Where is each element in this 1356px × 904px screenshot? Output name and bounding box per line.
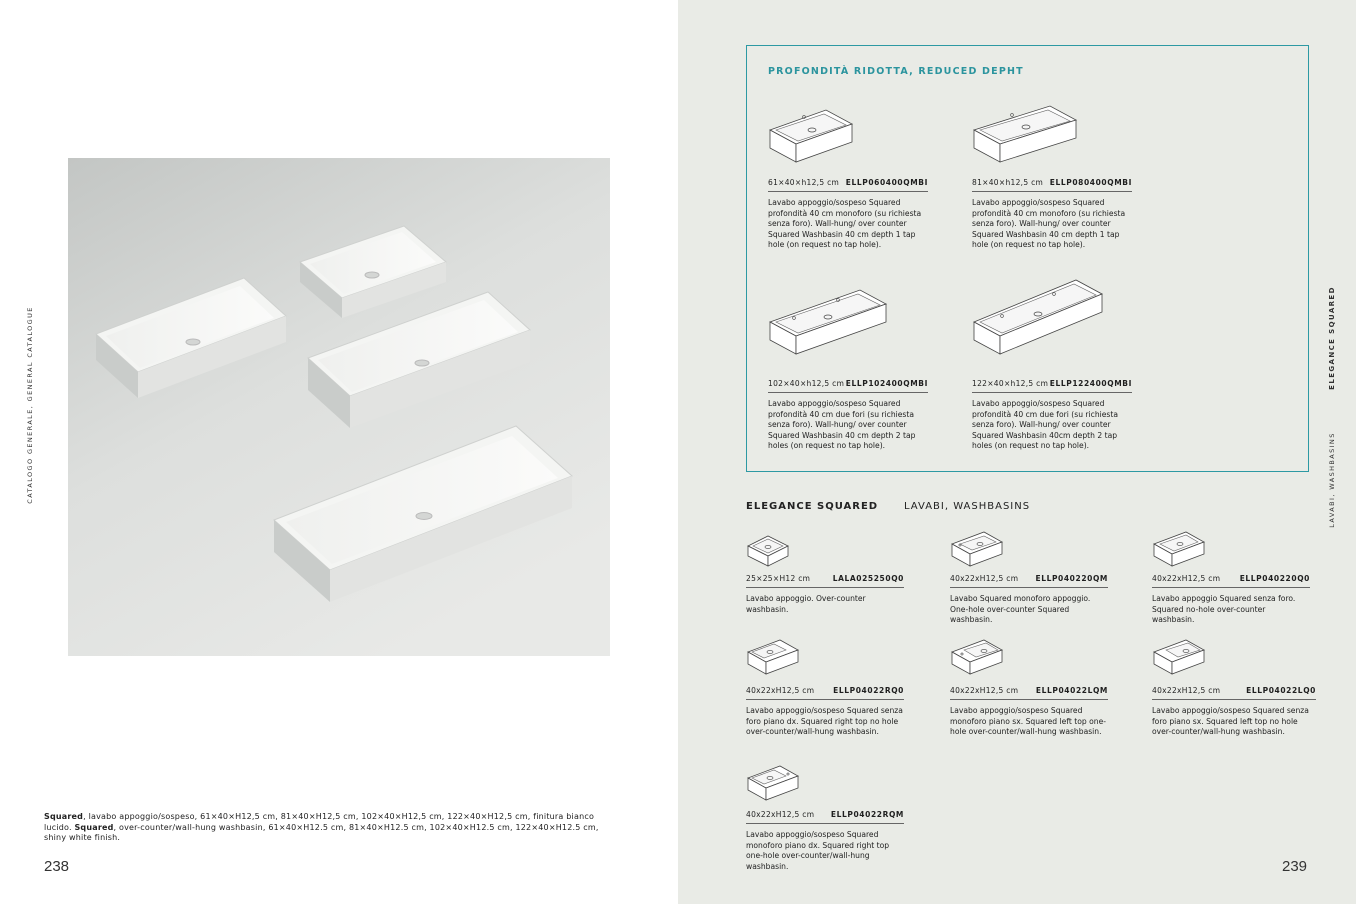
item-description: Lavabo appoggio/sospeso Squared senza foro piano dx. Squared right top no hole over-counter/wall-hung washbasin. <box>746 706 903 737</box>
page-number-left: 238 <box>44 858 70 875</box>
caption-bold-en: Squared <box>74 822 114 832</box>
caption-bold-it: Squared <box>44 812 84 821</box>
item-code: ELLP102400QMBI <box>845 379 928 388</box>
catalogue-label: CATALOGO GENERALE, GENERAL CATALOGUE <box>26 306 34 504</box>
reduced-depth-title: PROFONDITÀ RIDOTTA, REDUCED DEPHT <box>768 66 1024 77</box>
caption-text-en: , over-counter/wall-hung washbasin, 61×40×H12.5 cm, 81×40×H12.5 cm, 102×40×H12.5 cm, 122×40×H12.5 cm, shiny white finish. <box>44 822 599 842</box>
basin-drawing-icon <box>768 92 858 168</box>
item-size: 102×40×h12,5 cm <box>768 379 845 388</box>
basin-drawing-icon <box>972 92 1082 168</box>
basin-drawing-icon <box>768 286 892 366</box>
item-code: LALA025250Q0 <box>832 574 904 583</box>
item-description: Lavabo appoggio/sospeso Squared monoforo piano sx. Squared left top one-hole over-counter/wall-hung washbasin. <box>950 706 1106 737</box>
item-code: ELLP040220QM <box>1035 574 1108 583</box>
basin-drawing-icon <box>746 636 802 676</box>
item-code: ELLP04022RQ0 <box>833 686 904 695</box>
side-series-label: ELEGANCE SQUARED <box>1328 286 1336 390</box>
product-photo <box>68 158 610 656</box>
basin-drawing-icon <box>1152 636 1208 676</box>
item-description: Lavabo appoggio/sospeso Squared monoforo piano dx. Squared right top one-hole over-counter/wall-hung washbasin. <box>746 830 890 871</box>
series-heading <box>746 501 1031 512</box>
item-size: 61×40×h12,5 cm <box>768 178 840 187</box>
item-size: 122×40×h12,5 cm <box>972 379 1049 388</box>
basin-drawing-icon <box>1152 528 1208 568</box>
item-description: Lavabo appoggio. Over-counter washbasin. <box>746 594 866 614</box>
caption-text-it: , lavabo appoggio/sospeso, 61×40×H12,5 cm, 81×40×H12,5 cm, 102×40×H12,5 cm, 122×40×H12,5 cm, finitura bianco lucido. <box>44 812 595 832</box>
item-description: Lavabo appoggio/sospeso Squared profondità 40 cm monoforo (su richiesta senza foro). Wall-hung/ over counter Squared Washbasin 40 cm depth 1 tap hole (on request no tap hole). <box>768 198 922 250</box>
item-code: ELLP040220Q0 <box>1239 574 1310 583</box>
item-description: Lavabo Squared monoforo appoggio. One-hole over-counter Squared washbasin. <box>950 594 1091 625</box>
item-description: Lavabo appoggio/sospeso Squared senza foro piano sx. Squared left top no hole over-counter/wall-hung washbasin. <box>1152 706 1309 737</box>
item-size: 40x22xH12,5 cm <box>1152 574 1221 583</box>
item-code: ELLP060400QMBI <box>845 178 928 187</box>
item-code: ELLP080400QMBI <box>1049 178 1132 187</box>
item-code: ELLP04022RQM <box>830 810 904 819</box>
side-category-label: LAVABI, WASHBASINS <box>1328 432 1336 528</box>
basin-drawing-icon <box>950 528 1006 568</box>
basin-drawing-icon <box>950 636 1006 676</box>
item-size: 81×40×h12,5 cm <box>972 178 1044 187</box>
item-size: 25×25×H12 cm <box>746 574 811 583</box>
item-description: Lavabo appoggio/sospeso Squared profondità 40 cm monoforo (su richiesta senza foro). Wall-hung/ over counter Squared Washbasin 40 cm depth 1 tap hole (on request no tap hole). <box>972 198 1126 250</box>
item-size: 40x22xH12,5 cm <box>950 574 1019 583</box>
item-size: 40x22xH12,5 cm <box>950 686 1019 695</box>
item-description: Lavabo appoggio/sospeso Squared profondità 40 cm due fori (su richiesta senza foro). Wall-hung/ over counter Squared Washbasin 40cm depth 2 tap holes (on request no tap hole). <box>972 399 1119 451</box>
basin-drawing-icon <box>746 532 792 568</box>
item-size: 40x22xH12,5 cm <box>746 810 815 819</box>
basin-drawing-icon <box>972 276 1108 366</box>
item-description: Lavabo appoggio/sospeso Squared profondità 40 cm due fori (su richiesta senza foro). Wall-hung/ over counter Squared Washbasin 40 cm depth 2 tap holes (on request no tap hole). <box>768 399 916 451</box>
series-name: ELEGANCE SQUARED <box>746 501 879 512</box>
item-code: ELLP04022LQ0 <box>1246 686 1316 695</box>
photo-caption <box>44 812 614 844</box>
item-size: 40x22xH12,5 cm <box>746 686 815 695</box>
item-code: ELLP04022LQM <box>1035 686 1108 695</box>
item-description: Lavabo appoggio Squared senza foro. Squared no-hole over-counter washbasin. <box>1152 594 1296 625</box>
series-category: LAVABI, WASHBASINS <box>904 501 1031 512</box>
page-number-right: 239 <box>1282 858 1308 875</box>
basin-drawing-icon <box>746 762 802 802</box>
item-size: 40x22xH12,5 cm <box>1152 686 1221 695</box>
item-code: ELLP122400QMBI <box>1049 379 1132 388</box>
